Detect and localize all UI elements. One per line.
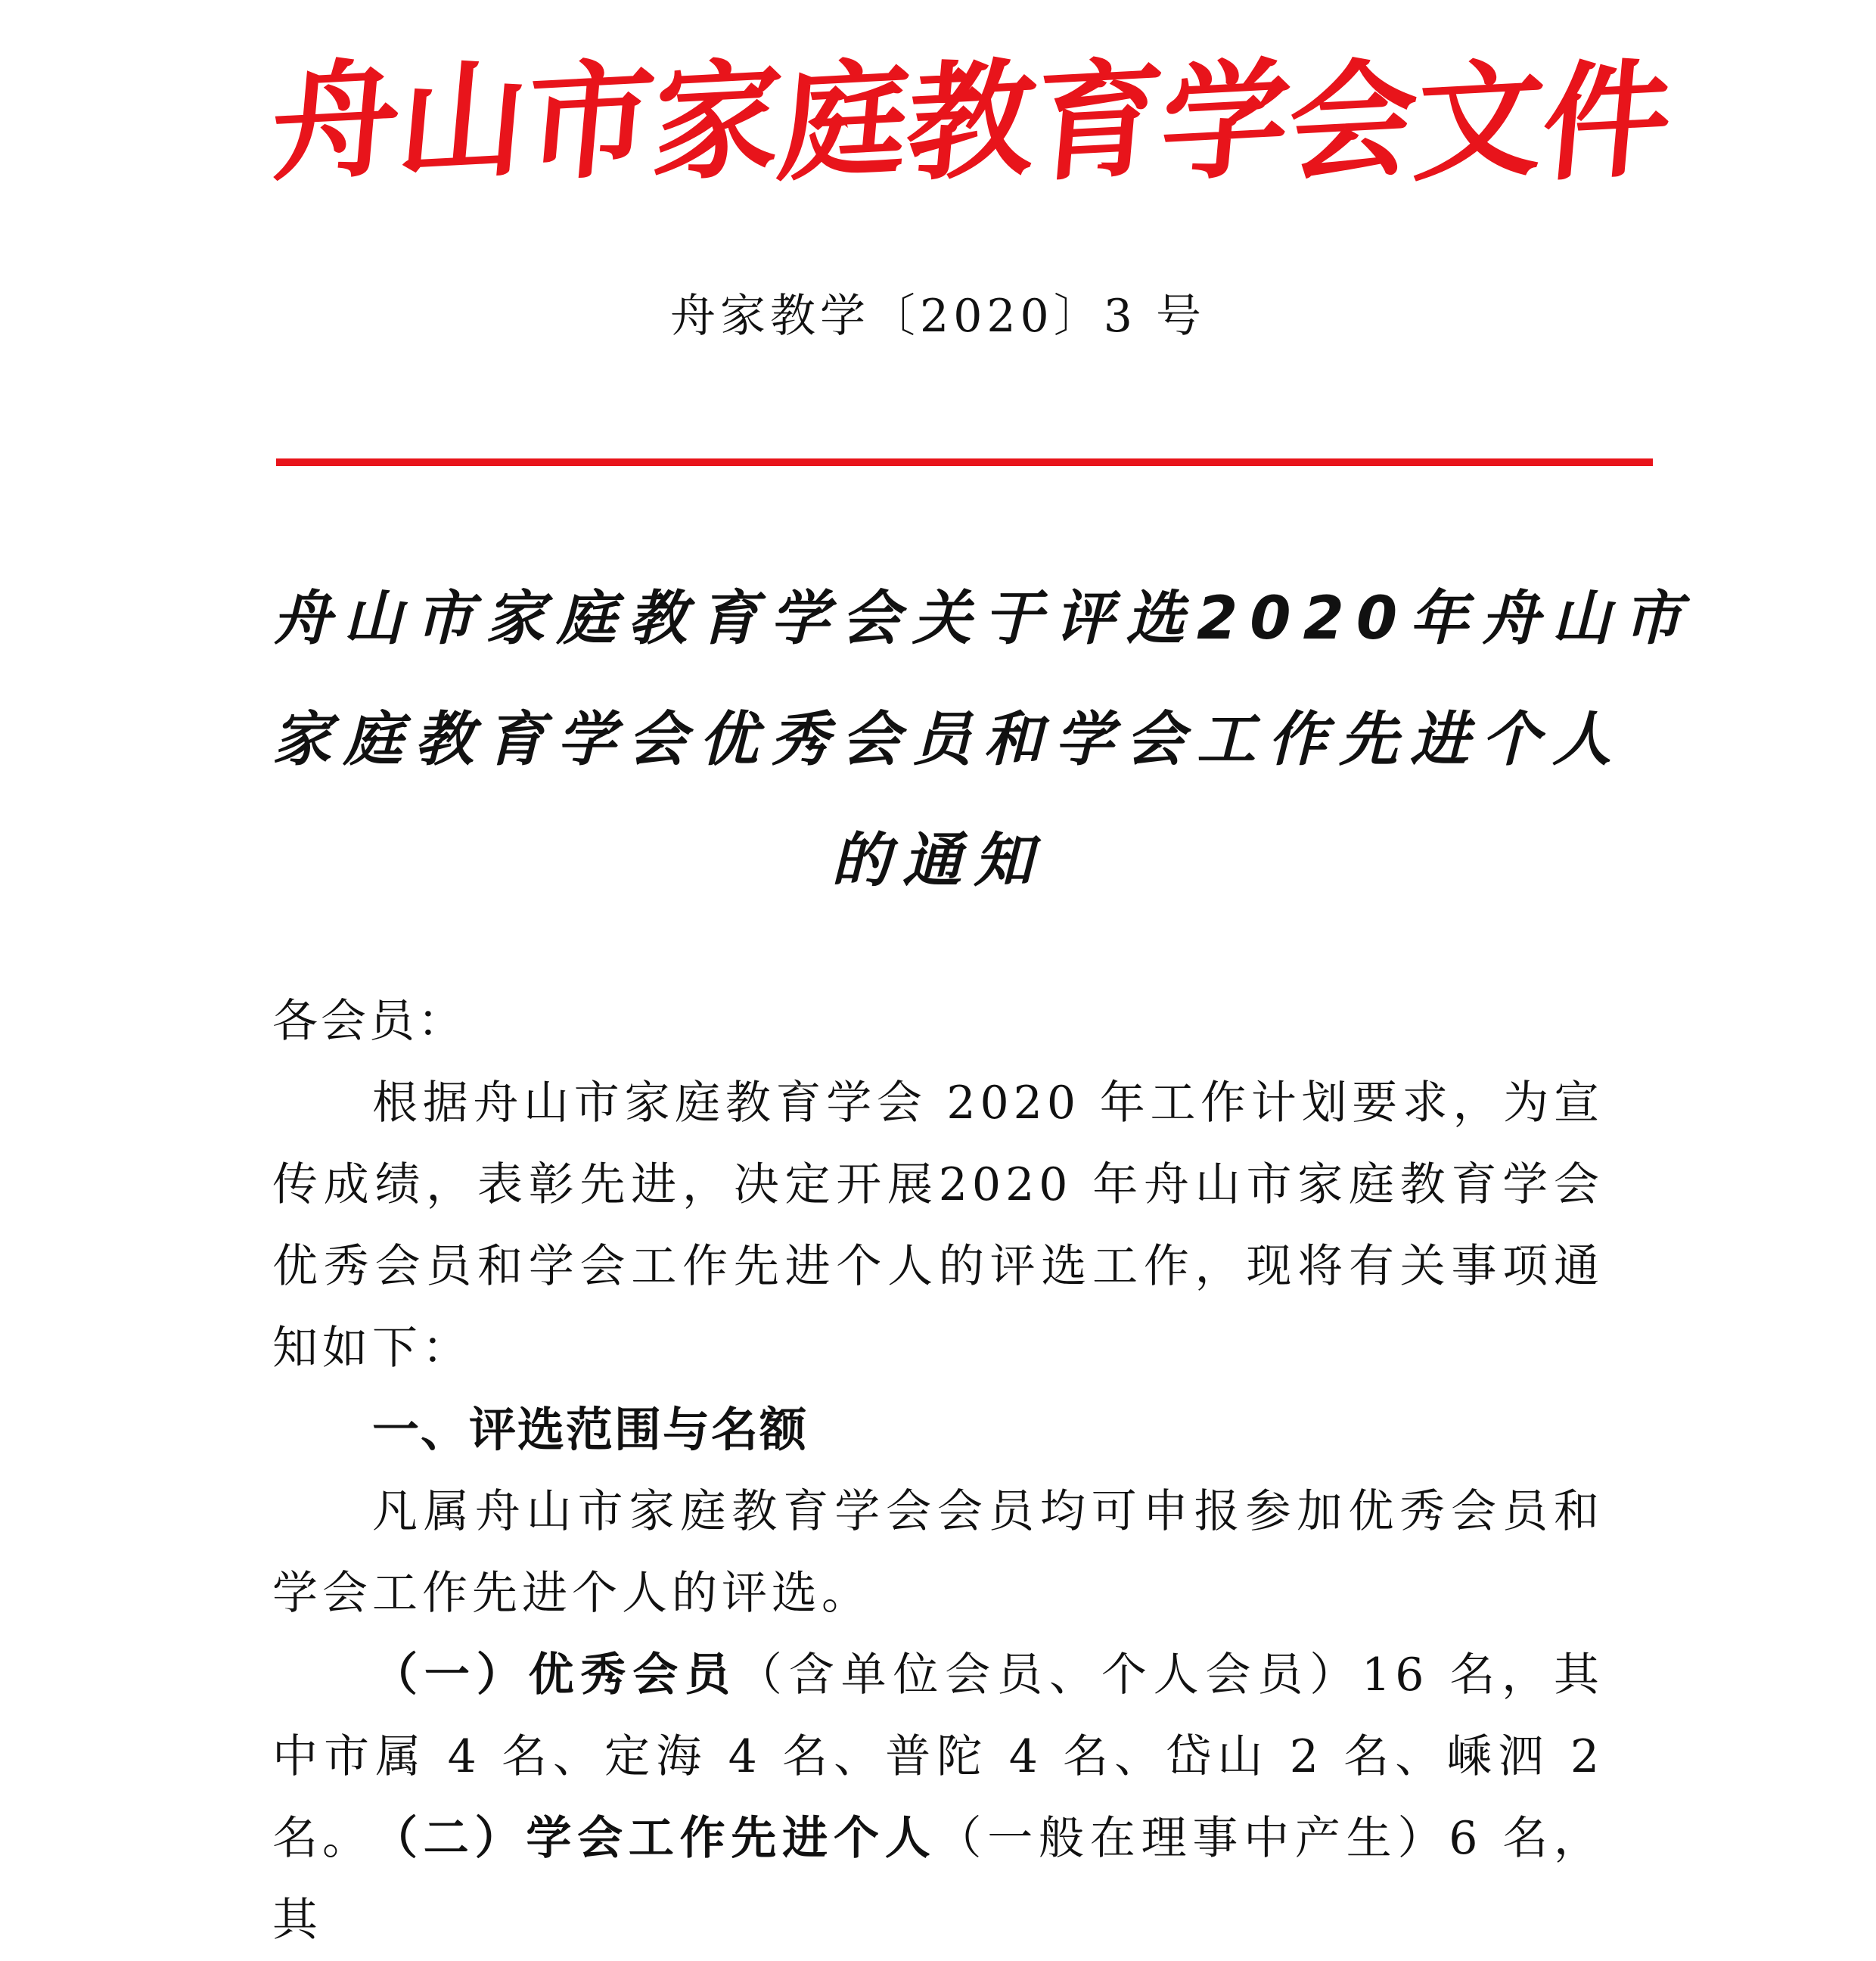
notice-title-line: 家庭教育学会优秀会员和学会工作先进个人 — [272, 706, 1624, 774]
item-1-label: （一）优秀会员 — [372, 1649, 737, 1702]
item-2-paragraph — [272, 1798, 1604, 1961]
item-2-text: （一般在理事中产生）6 名，其 — [272, 1812, 1604, 1947]
item-2-label: （二）学会工作先进个人 — [372, 1812, 936, 1865]
notice-title-line: 舟山市家庭教育学会关于评选2020年舟山市 — [272, 585, 1694, 653]
masthead-char: 文 — [1409, 42, 1551, 200]
intro-paragraph: 根据舟山市家庭教育学会 2020 年工作计划要求，为宣传成绩，表彰先进，决定开展2020 年舟山市家庭教育学会优秀会员和学会工作先进个人的评选工作，现将有关事项通知如下： — [272, 1077, 1604, 1375]
salutation: 各会员： — [272, 995, 466, 1048]
masthead-title — [265, 42, 1678, 200]
document-number: 舟家教学〔2020〕3 号 — [670, 290, 1206, 343]
masthead-char: 会 — [1281, 42, 1424, 200]
notice-title-line: 的通知 — [831, 827, 1045, 895]
masthead-char: 山 — [392, 42, 534, 200]
notice-title — [272, 558, 1694, 921]
masthead-char: 件 — [1536, 42, 1678, 200]
masthead-char: 市 — [519, 42, 661, 200]
masthead-char: 舟 — [265, 42, 407, 200]
item-1-text: （含单位会员、个人会员）16 名，其中市属 4 名、定海 4 名、普陀 4 名、岱山 2 名、嵊泗 2 名。 — [272, 1649, 1604, 1865]
masthead-char: 教 — [900, 42, 1042, 200]
masthead-char: 庭 — [773, 42, 915, 200]
red-divider — [276, 458, 1653, 466]
section-heading: 一、评选范围与名额 — [372, 1402, 809, 1457]
masthead-char: 家 — [646, 42, 788, 200]
section-intro-paragraph: 凡属舟山市家庭教育学会会员均可申报参加优秀会员和学会工作先进个人的评选。 — [272, 1485, 1604, 1620]
masthead-char: 育 — [1027, 42, 1169, 200]
masthead-char: 学 — [1154, 42, 1297, 200]
